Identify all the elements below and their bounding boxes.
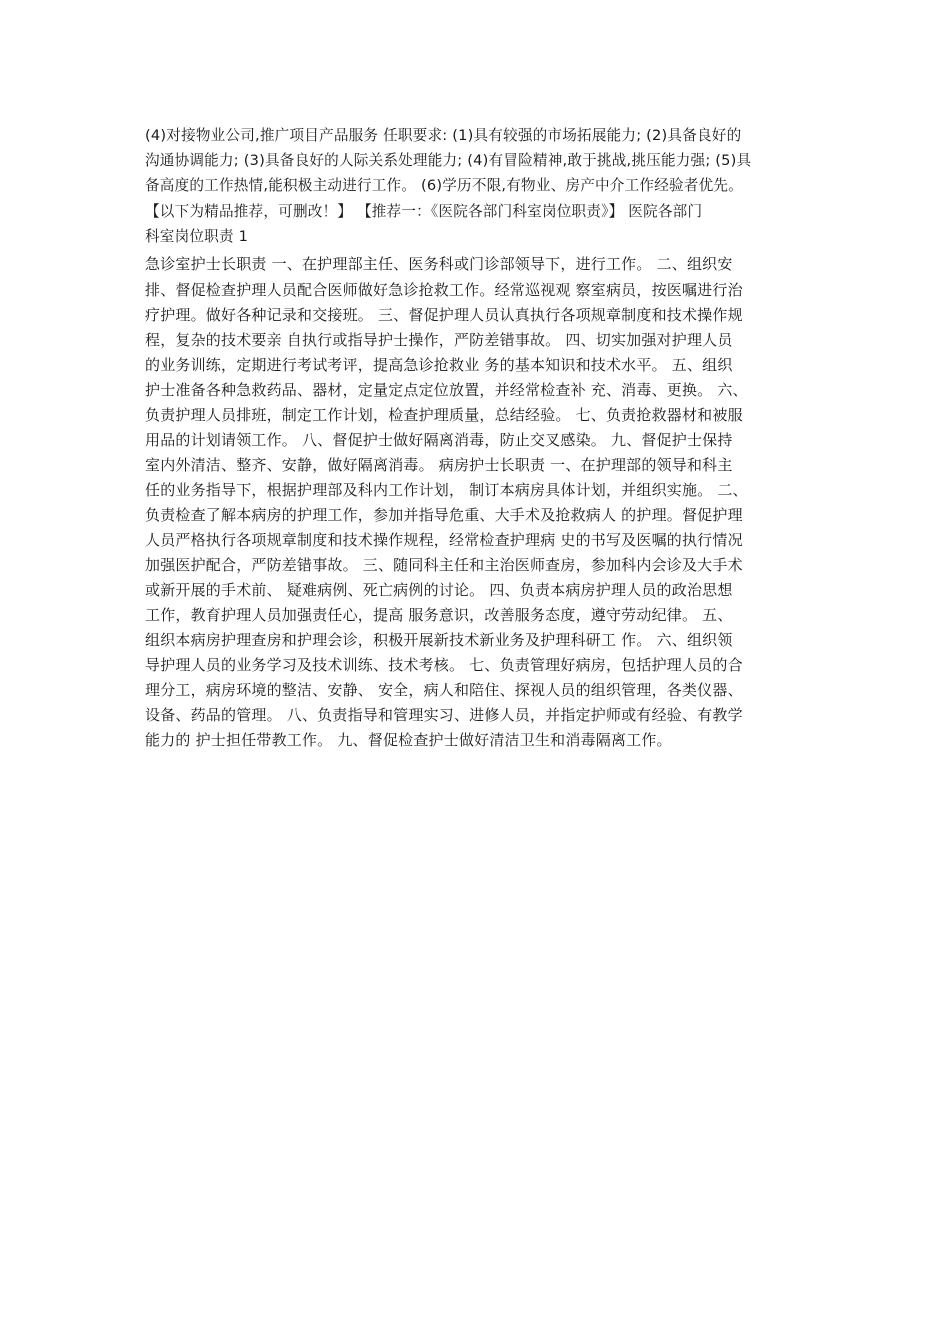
- intro-line: 沟通协调能力; (3)具备良好的人际关系处理能力; (4)有冒险精神,敢于挑战,挑压能力强; (5)具: [145, 152, 752, 169]
- intro-line: (4)对接物业公司,推广项目产品服务 任职要求: (1)具有较强的市场拓展能力; (2)具备良好的: [145, 127, 742, 144]
- body-line: 护士准备各种急救药品、器材，定量定点定位放置，并经常检查补 充、消毒、更换。 六、: [145, 381, 748, 399]
- body-line: 的业务训练，定期进行考试考评，提高急诊抢救业 务的基本知识和技术水平。 五、组织: [145, 356, 733, 374]
- body-line: 组织本病房护理查房和护理会诊，积极开展新技术新业务及护理科研工 作。 六、组织领: [145, 631, 733, 649]
- body-line: 疗护理。做好各种记录和交接班。 三、督促护理人员认真执行各项规章制度和技术操作规: [145, 306, 743, 324]
- intro-line: 【以下为精品推荐，可删改！】 【推荐一：《医院各部门科室岗位职责》】 医院各部门: [145, 203, 703, 220]
- body-line: 负责检查了解本病房的护理工作，参加并指导危重、大手术及抢救病人 的护理。督促护理: [145, 506, 743, 524]
- body-line: 理分工，病房环境的整洁、安静、 安全，病人和陪住、探视人员的组织管理，各类仪器、: [145, 681, 743, 699]
- body-line: 程，复杂的技术要亲 自执行或指导护士操作，严防差错事故。 四、切实加强对护理人员: [145, 331, 733, 349]
- body-line: 工作，教育护理人员加强责任心，提高 服务意识，改善服务态度，遵守劳动纪律。 五、: [145, 606, 733, 624]
- body-line: 能力的 护士担任带教工作。 九、督促检查护士做好清洁卫生和消毒隔离工作。: [145, 731, 672, 749]
- body-line: 任的业务指导下，根据护理部及科内工作计划， 制订本病房具体计划，并组织实施。 二、: [145, 481, 748, 499]
- body-line: 用品的计划请领工作。 八、督促护士做好隔离消毒，防止交叉感染。 九、督促护士保持: [145, 431, 733, 449]
- intro-line: 备高度的工作热情,能积极主动进行工作。 (6)学历不限,有物业、房产中介工作经验者优先。: [145, 177, 743, 194]
- body-line: 排、督促检查护理人员配合医师做好急诊抢救工作。经常巡视观 察室病员，按医嘱进行治: [145, 281, 743, 299]
- body-line: 或新开展的手术前、 疑难病例、死亡病例的讨论。 四、负责本病房护理人员的政治思想: [145, 581, 733, 599]
- body-line: 负责护理人员排班，制定工作计划，检查护理质量，总结经验。 七、负责抢救器材和被服: [145, 406, 743, 424]
- body-line: 人员严格执行各项规章制度和技术操作规程，经常检查护理病 史的书写及医嘱的执行情况: [145, 531, 743, 549]
- body-line: 导护理人员的业务学习及技术训练、技术考核。 七、负责管理好病房，包括护理人员的合: [145, 656, 743, 674]
- body-line: 急诊室护士长职责 一、在护理部主任、医务科或门诊部领导下，进行工作。 二、组织安: [145, 255, 733, 273]
- body-line: 室内外清洁、整齐、安静，做好隔离消毒。 病房护士长职责 一、在护理部的领导和科主: [145, 456, 733, 474]
- body-line: 设备、药品的管理。 八、负责指导和管理实习、进修人员，并指定护师或有经验、有教学: [145, 706, 743, 724]
- body-line: 加强医护配合，严防差错事故。 三、随同科主任和主治医师查房，参加科内会诊及大手术: [145, 556, 743, 574]
- intro-line: 科室岗位职责 1: [145, 228, 249, 245]
